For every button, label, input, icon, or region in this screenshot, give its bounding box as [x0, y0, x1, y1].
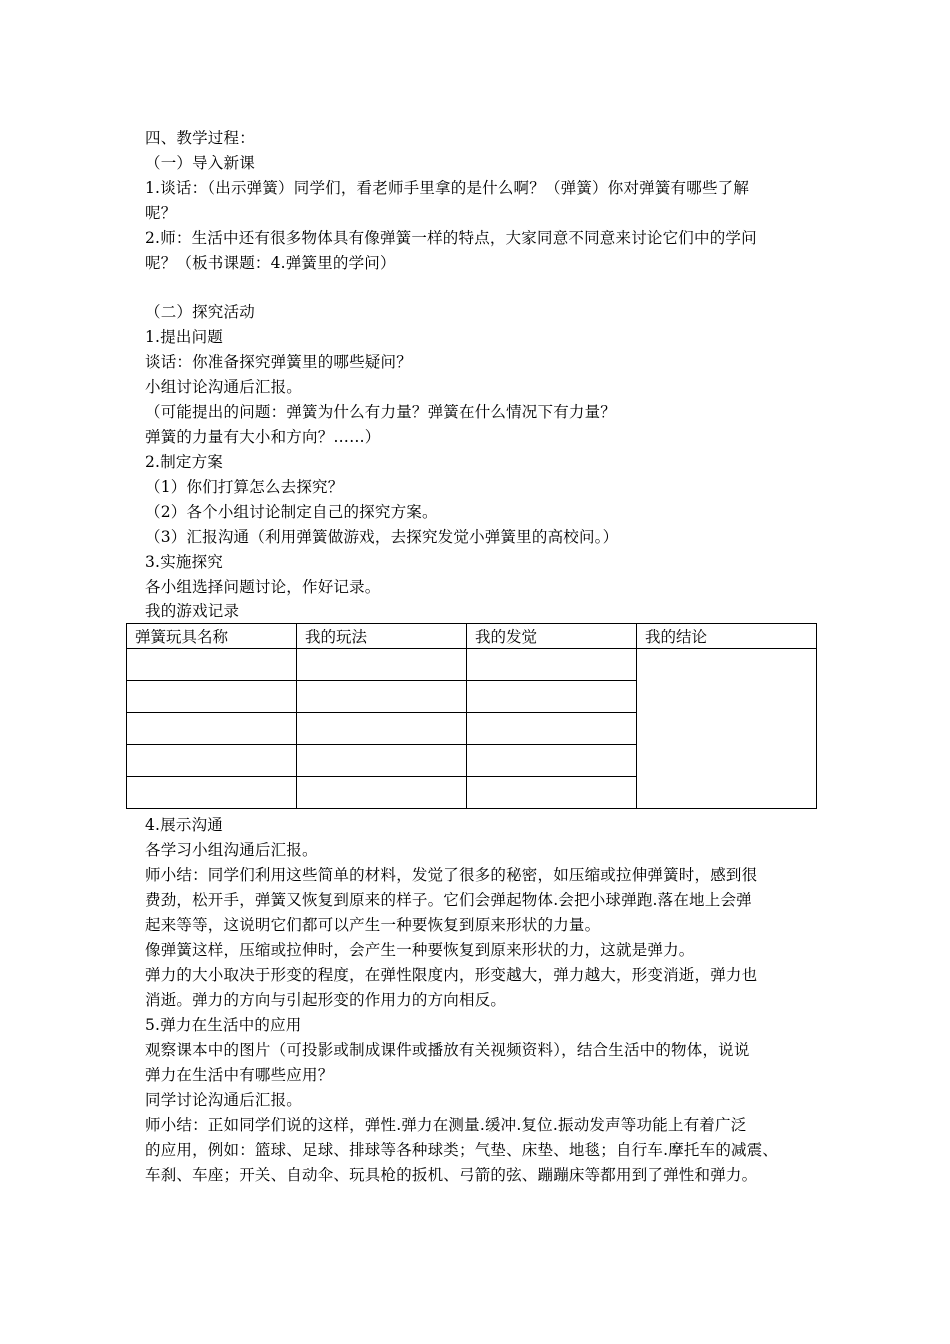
paragraph-line: 谈话：你准备探究弹簧里的哪些疑问？ [145, 353, 412, 371]
paragraph-line: 呢？ [145, 204, 177, 222]
header-my-play: 我的玩法 [297, 624, 467, 649]
table-cell [467, 649, 637, 681]
step-heading: 3.实施探究 [145, 553, 223, 571]
paragraph-line: 各小组选择问题讨论，作好记录。 [145, 578, 381, 596]
table-cell [467, 745, 637, 777]
paragraph-line: （3）汇报沟通（利用弹簧做游戏，去探究发觉小弹簧里的高校问。） [145, 528, 619, 546]
table-caption: 我的游戏记录 [145, 602, 240, 620]
table-cell [467, 681, 637, 713]
paragraph-line: 弹力在生活中有哪些应用？ [145, 1066, 334, 1084]
subsection-heading-explore: （二）探究活动 [145, 303, 255, 321]
table-cell [127, 713, 297, 745]
paragraph-line: 像弹簧这样，压缩或拉伸时，会产生一种要恢复到原来形状的力，这就是弹力。 [145, 941, 695, 959]
paragraph-line: 呢？（板书课题：4.弹簧里的学问） [145, 254, 396, 272]
paragraph-line: 师小结：正如同学们说的这样，弹性.弹力在测量.缓冲.复位.振动发声等功能上有着广泛 [145, 1116, 747, 1134]
paragraph-line: 1.谈话：（出示弹簧）同学们，看老师手里拿的是什么啊？（弹簧）你对弹簧有哪些了解 [145, 179, 750, 197]
paragraph-line: 费劲，松开手，弹簧又恢复到原来的样子。它们会弹起物体.会把小球弹跑.落在地上会弹 [145, 891, 752, 909]
paragraph-line: 弹簧的力量有大小和方向？……） [145, 428, 381, 446]
paragraph-line: 师小结：同学们利用这些简单的材料，发觉了很多的秘密，如压缩或拉伸弹簧时，感到很 [145, 866, 758, 884]
paragraph-line: （2）各个小组讨论制定自己的探究方案。 [145, 503, 438, 521]
paragraph-line: （1）你们打算怎么去探究？ [145, 478, 344, 496]
paragraph-line: 各学习小组沟通后汇报。 [145, 841, 318, 859]
paragraph-line: 同学讨论沟通后汇报。 [145, 1091, 303, 1109]
table-cell [297, 777, 467, 809]
header-my-discovery: 我的发觉 [467, 624, 637, 649]
table-cell [127, 745, 297, 777]
table-cell [297, 681, 467, 713]
table-cell [467, 777, 637, 809]
step-heading: 5.弹力在生活中的应用 [145, 1016, 302, 1034]
header-toy-name: 弹簧玩具名称 [127, 624, 297, 649]
table-cell [297, 713, 467, 745]
paragraph-line: 观察课本中的图片（可投影或制成课件或播放有关视频资料），结合生活中的物体，说说 [145, 1041, 750, 1059]
step-heading: 2.制定方案 [145, 453, 223, 471]
paragraph-line: 的应用，例如：篮球、足球、排球等各种球类；气垫、床垫、地毯；自行车.摩托车的减震、 [145, 1141, 779, 1159]
step-heading: 1.提出问题 [145, 328, 223, 346]
paragraph-line: （可能提出的问题：弹簧为什么有力量？弹簧在什么情况下有力量？ [145, 403, 617, 421]
paragraph-line: 车刹、车座；开关、自动伞、玩具枪的扳机、弓箭的弦、蹦蹦床等都用到了弹性和弹力。 [145, 1166, 758, 1184]
table-cell [127, 681, 297, 713]
paragraph-line: 小组讨论沟通后汇报。 [145, 378, 303, 396]
conclusion-cell [637, 649, 817, 809]
section-heading-teaching-process: 四、教学过程： [145, 129, 255, 147]
table-header-row [127, 624, 817, 649]
paragraph-line: 2.师：生活中还有很多物体具有像弹簧一样的特点，大家同意不同意来讨论它们中的学问 [145, 229, 757, 247]
subsection-heading-intro: （一）导入新课 [145, 154, 255, 172]
table-cell [297, 745, 467, 777]
table-cell [297, 649, 467, 681]
paragraph-line: 弹力的大小取决于形变的程度，在弹性限度内，形变越大，弹力越大，形变消逝，弹力也 [145, 966, 758, 984]
table-cell [127, 777, 297, 809]
table-cell [127, 649, 297, 681]
game-record-table [126, 623, 817, 809]
table-row [127, 649, 817, 681]
paragraph-line: 起来等等，这说明它们都可以产生一种要恢复到原来形状的力量。 [145, 916, 601, 934]
table-cell [467, 713, 637, 745]
header-my-conclusion: 我的结论 [637, 624, 817, 649]
paragraph-line: 消逝。弹力的方向与引起形变的作用力的方向相反。 [145, 991, 507, 1009]
step-heading: 4.展示沟通 [145, 816, 223, 834]
